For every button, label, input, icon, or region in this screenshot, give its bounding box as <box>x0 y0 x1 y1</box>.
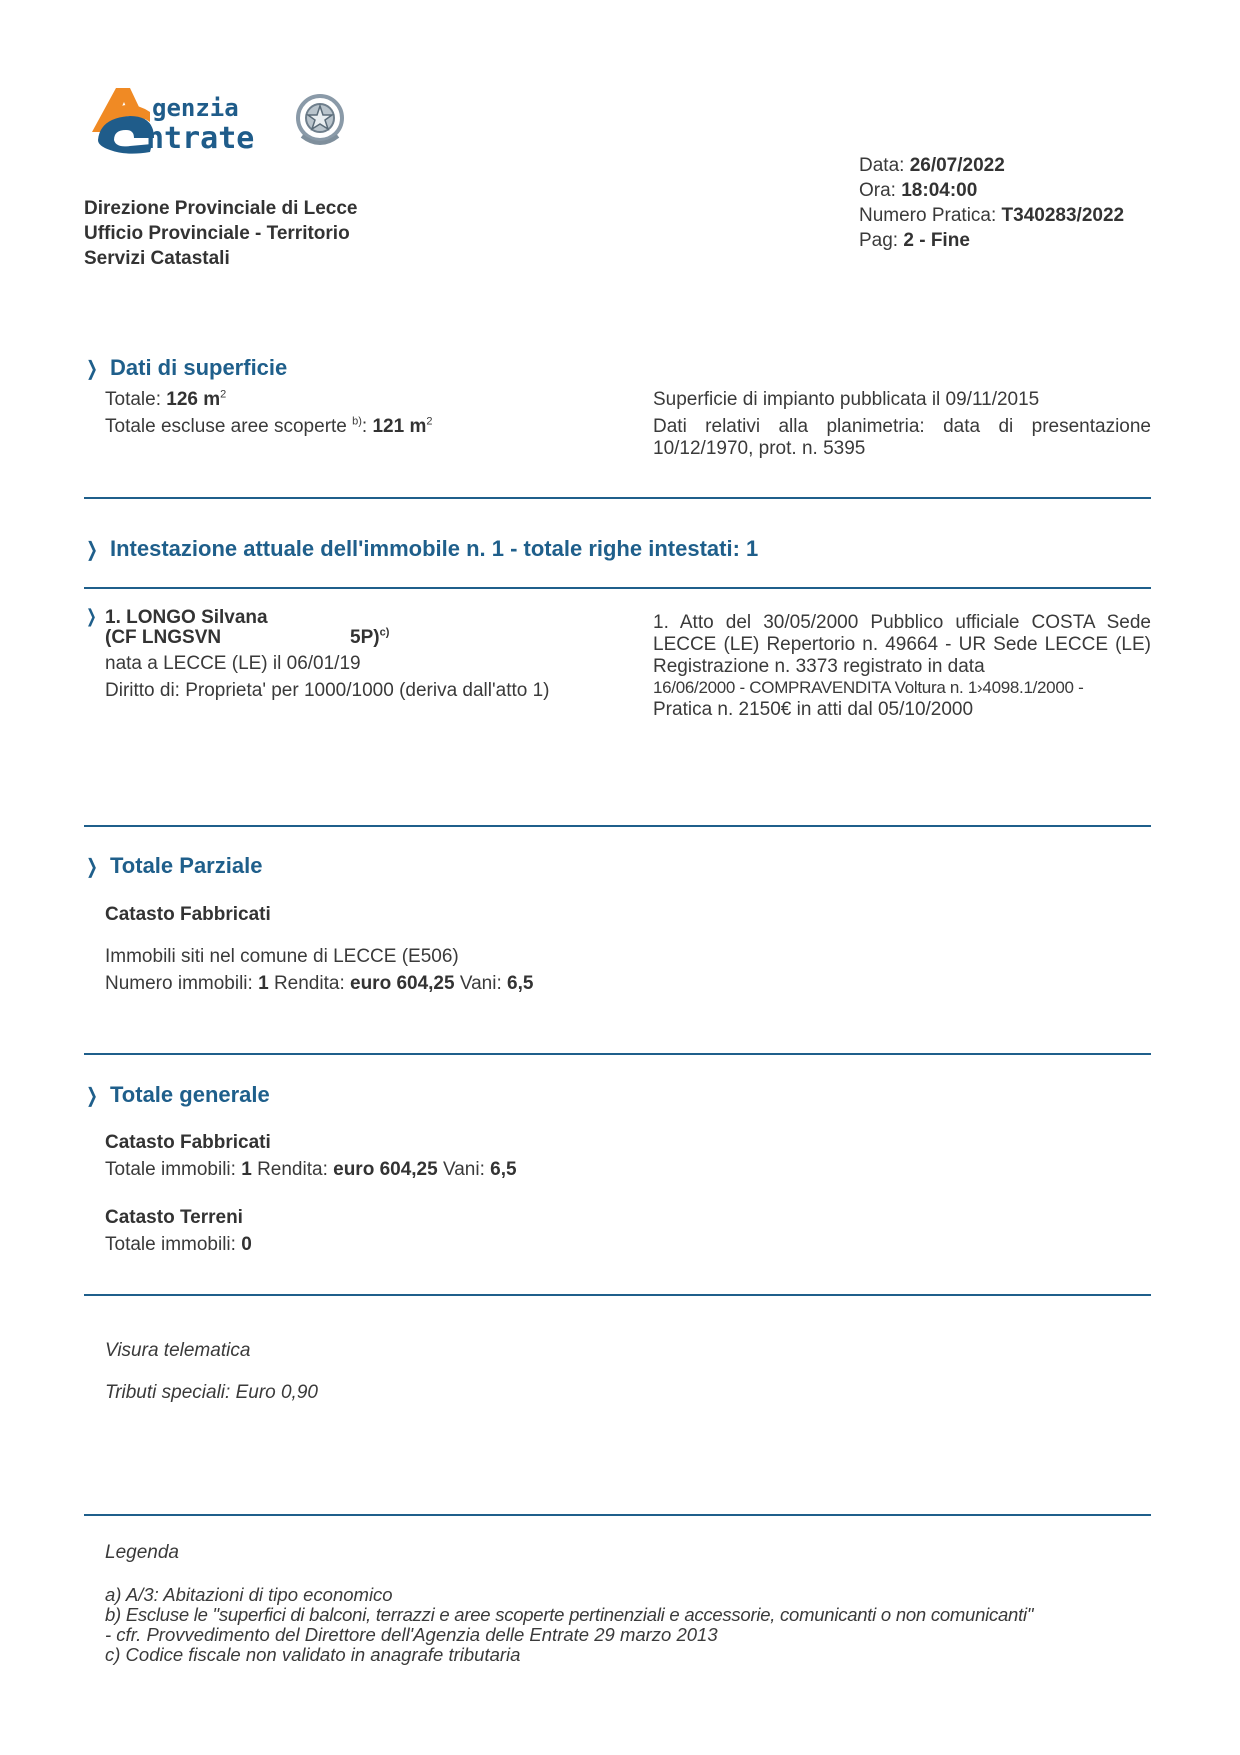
superficie-planimetria: Dati relativi alla planimetria: data di presentazione 10/12/1970, prot. n. 5395 <box>653 416 1151 459</box>
footnote-ref: b) <box>352 415 362 428</box>
parziale-comune: Immobili siti nel comune di LECCE (E506) <box>105 946 459 967</box>
office-line: Direzione Provinciale di Lecce <box>84 198 358 219</box>
meta-pratica: T340283/2022 <box>1001 205 1125 226</box>
section-title-text: Intestazione attuale dell'immobile n. 1 - totale righe intestati: 1 <box>110 536 759 561</box>
label: Rendita: <box>251 1159 334 1180</box>
label: Vani: <box>454 973 508 994</box>
section-divider <box>84 1053 1151 1055</box>
value: euro 604,25 <box>350 973 455 994</box>
logo-line2: ntrate <box>146 121 255 154</box>
label: : <box>361 416 373 437</box>
value: 6,5 <box>507 973 534 994</box>
section-title-text: Totale Parziale <box>110 853 263 878</box>
section-title-text: Totale generale <box>110 1082 270 1107</box>
section-divider <box>84 587 1151 589</box>
section-title-superficie <box>84 355 287 381</box>
section-divider <box>84 1294 1151 1296</box>
intestato-cf-tail <box>350 627 389 649</box>
footnote-ref: c) <box>379 626 390 639</box>
section-divider <box>84 497 1151 499</box>
label: Numero immobili: <box>105 973 259 994</box>
intestato-cf <box>105 627 221 649</box>
superscript: 2 <box>426 415 433 428</box>
atto-text: Pratica n. 2150€ in atti dal 05/10/2000 <box>653 699 974 720</box>
office-line: Ufficio Provinciale - Territorio <box>84 223 350 244</box>
legenda-note: a) A/3: Abitazioni di tipo economico <box>105 1584 393 1605</box>
meta-time: 18:04:00 <box>901 180 978 201</box>
value: 1 <box>258 973 269 994</box>
meta-label: Pag: <box>859 230 904 251</box>
chevron-right-icon: ❯ <box>86 1084 98 1107</box>
superscript: 2 <box>220 388 227 401</box>
meta-date: 26/07/2022 <box>909 155 1005 176</box>
legenda-note: b) Escluse le "superfici di balconi, terrazzi e aree scoperte pertinenziali e accessorie, comunicanti o non comunicanti" <box>105 1604 1034 1625</box>
document-meta <box>859 153 1124 253</box>
intestato-diritto: Diritto di: Proprieta' per 1000/1000 (deriva dall'atto 1) <box>105 680 550 701</box>
chevron-right-icon: ❯ <box>86 606 97 626</box>
parziale-catasto: Catasto Fabbricati <box>105 904 271 925</box>
superficie-totale <box>105 389 226 411</box>
legenda-note: - cfr. Provvedimento del Direttore dell'Agenzia delle Entrate 29 marzo 2013 <box>105 1624 718 1645</box>
section-divider <box>84 825 1151 827</box>
label: Totale immobili: <box>105 1234 242 1255</box>
meta-page: 2 - Fine <box>903 230 970 251</box>
office-line: Servizi Catastali <box>84 248 230 269</box>
value: 6,5 <box>490 1159 517 1180</box>
logo-line1: genzia <box>152 94 239 122</box>
legenda-title: Legenda <box>105 1542 179 1563</box>
label: Totale escluse aree scoperte <box>105 416 353 437</box>
atto-text: 1. Atto del 30/05/2000 Pubblico ufficiale COSTA Sede LECCE (LE) Repertorio n. 49664 - UR Sede LECCE (LE) Registrazione n. 3373 registrato in data <box>653 612 1151 677</box>
meta-label: Ora: <box>859 180 902 201</box>
chevron-right-icon: ❯ <box>86 538 98 561</box>
chevron-right-icon: ❯ <box>86 855 98 878</box>
section-title-intestazione <box>84 536 758 562</box>
parziale-numero <box>105 973 533 995</box>
value: 126 m <box>166 389 221 410</box>
legenda-notes <box>105 1585 1165 1665</box>
generale-terreni: Catasto Terreni <box>105 1207 243 1228</box>
section-title-parziale <box>84 853 262 879</box>
emblem-icon <box>292 90 348 150</box>
meta-label: Data: <box>859 155 910 176</box>
chevron-right-icon: ❯ <box>86 357 98 380</box>
label: Totale: <box>105 389 167 410</box>
visura-telematica: Visura telematica <box>105 1340 251 1361</box>
cf-end: 5P) <box>350 627 380 648</box>
section-divider <box>84 1514 1151 1516</box>
tributi-speciali: Tributi speciali: Euro 0,90 <box>105 1382 318 1403</box>
label: Totale immobili: <box>105 1159 242 1180</box>
generale-fabbricati: Catasto Fabbricati <box>105 1132 271 1153</box>
atto-text: 16/06/2000 - COMPRAVENDITA Voltura n. 1›4098.1/2000 - <box>653 678 1084 697</box>
label: Rendita: <box>268 973 350 994</box>
legenda-note: c) Codice fiscale non validato in anagrafe tributaria <box>105 1644 521 1665</box>
section-title-generale <box>84 1082 270 1108</box>
generale-totale <box>105 1159 517 1181</box>
value: euro 604,25 <box>333 1159 438 1180</box>
meta-label: Numero Pratica: <box>859 205 1002 226</box>
cf-start: (CF LNGSVN <box>105 627 222 648</box>
section-title-text: Dati di superficie <box>110 355 288 380</box>
superficie-impianto: Superficie di impianto pubblicata il 09/11/2015 <box>653 389 1040 410</box>
superficie-escluse <box>105 416 432 438</box>
generale-terreni-totale <box>105 1234 252 1256</box>
office-block <box>84 196 358 271</box>
intestato-nascita: nata a LECCE (LE) il 06/01/19 <box>105 653 361 674</box>
value: 1 <box>241 1159 252 1180</box>
label: Vani: <box>437 1159 491 1180</box>
value: 121 m <box>372 416 427 437</box>
intestato-name: 1. LONGO Silvana <box>105 607 268 628</box>
value: 0 <box>241 1234 252 1255</box>
